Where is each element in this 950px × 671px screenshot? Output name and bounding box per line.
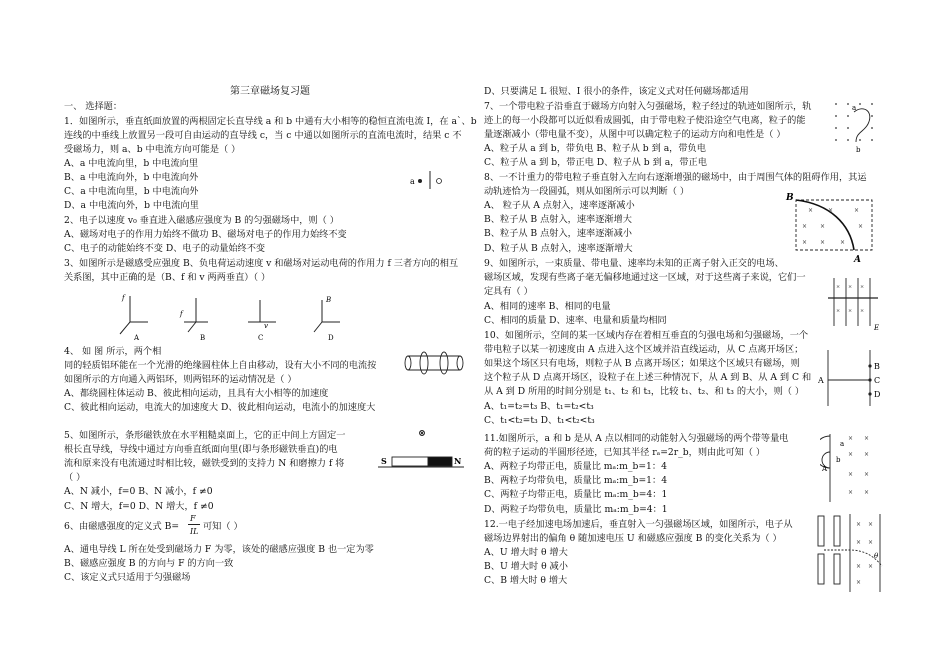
q12-x-4: ×	[868, 539, 874, 546]
q9-x-2: ×	[848, 284, 853, 290]
q4-options-cd: C、彼此相向运动，电流大的加速度大 D、彼此相向运动，电流小的加速度大	[64, 402, 376, 413]
q3-a-label-f: f	[122, 294, 125, 302]
q12-x-2: ×	[868, 521, 874, 528]
q11-x-2: ×	[864, 435, 870, 442]
q5-figure	[378, 428, 466, 476]
q4-cylinder-left-end	[405, 356, 411, 370]
q11-x-8: ×	[864, 489, 870, 496]
q12-x-5: ×	[856, 563, 862, 570]
q8-line-1: 8、一不计重力的带电粒子垂直射入左向右逐渐增强的磁场中，由于周围气体的阻碍作用，其运	[484, 172, 867, 183]
q1-option-b: B、a 中电流向外，b 中电流向外	[64, 172, 199, 183]
q7-line-3: 量逐渐减小（带电量不变），从图中可以确定粒子的运动方向和电性是（ ）	[484, 129, 786, 140]
q9-x-4: ×	[836, 308, 841, 314]
q11-figure	[820, 432, 886, 504]
q10-options-ab: A、t₁=t₂=t₃ B、t₁=t₂<t₃	[484, 401, 594, 412]
q12-plate-2-bottom	[834, 554, 840, 584]
q10-line-2: 带电粒子以某一初速度由 A 点进入这个区域并沿直线运动，从 C 点离开场区；	[484, 344, 804, 355]
q10-figure	[818, 346, 888, 410]
q8-x-5: ×	[820, 223, 826, 230]
q9-line-2: 磁场区域，发现有些离子毫无偏移地通过这一区域，对于这些离子来说，它们一	[484, 272, 806, 283]
section-heading: 一、 选择题：	[64, 101, 123, 112]
q4-ring-right	[440, 352, 448, 374]
q10-label-a: A	[818, 376, 824, 385]
q6-stem-prefix: 6、由磁感强度的定义式 B=	[64, 521, 180, 532]
q6-option-c: C、该定义式只适用于匀强磁场	[64, 572, 191, 583]
q10-point-d	[868, 392, 871, 395]
q1-label-a: a	[410, 177, 415, 186]
q9-x-1: ×	[836, 284, 841, 290]
q5-magnet-south	[392, 457, 428, 466]
q9-x-5: ×	[848, 308, 853, 314]
q11-x-7: ×	[848, 489, 854, 496]
q12-plate-2-top	[834, 516, 840, 546]
q5-options-ab: A、N 减小，f=0 B、N 减小，f ≠0	[64, 486, 213, 497]
q7-options-ab: A、粒子从 a 到 b，带负电 B、粒子从 b 到 a，带负电	[484, 143, 706, 154]
q12-plate-1-top	[818, 516, 824, 546]
q7-label-b: b	[856, 146, 861, 154]
q12-x-7: ×	[856, 579, 862, 586]
q3-label-a: A	[134, 334, 140, 342]
q8-x-1: ×	[808, 207, 814, 214]
q3-a-axis-diag	[120, 322, 130, 334]
q4-options-ab: A、都绕圆柱体运动 B、彼此相向运动，且具有大小相等的加速度	[64, 388, 329, 399]
q5-line-3: 流和原来没有电流通过时相比较，磁铁受到的支持力 N 和磨擦力 f 将	[64, 458, 345, 469]
q11-option-d: D、两粒子均带负电，质量比 mₐ:m_b=4：1	[484, 504, 668, 515]
q3-b-label-f: f	[180, 310, 183, 318]
q6-option-a: A、通电导线 L 所在处受到磁场力 F 为零，该处的磁感应强度 B 也一定为零	[64, 544, 374, 555]
q3-d-axis-diag	[314, 322, 322, 332]
q5-label-s: S	[381, 456, 387, 466]
q11-x-5: ×	[848, 471, 854, 478]
q6-stem-suffix: 可知（ ）	[203, 521, 243, 532]
q11-x-1: ×	[848, 435, 854, 442]
q6-option-b: B、磁感应强度 B 的方向与 F 的方向一致	[64, 558, 234, 569]
q11-option-c: C、两粒子均带正电，质量比 mₐ:m_b=4：1	[484, 489, 668, 500]
q3-label-b: B	[200, 334, 206, 342]
q4-line-3: 如图所示的方向通入两铝环，则两铝环的运动情况是（ ）	[64, 374, 297, 385]
q12-x-6: ×	[868, 563, 874, 570]
q8-x-3: ×	[854, 207, 860, 214]
q2-options-cd: C、电子的动能始终不变 D、电子的动量始终不变	[64, 243, 266, 254]
q6-fraction-denominator: IL	[190, 527, 199, 536]
q3-c-label-v: v	[264, 322, 268, 330]
q9-figure	[828, 276, 884, 332]
q3-figure	[108, 292, 388, 344]
q1-line-2: 连线的中垂线上放置另一段可自由运动的直导线 c，当 c 中通以如图所示的直流电流时，结果 c 不	[64, 130, 462, 141]
q10-label-d: D	[874, 390, 881, 399]
q5-magnet-north	[428, 457, 452, 466]
q1-figure	[408, 170, 444, 190]
q3-line-2: 关系图，其中正确的是（B、f 和 v 两两垂直）（ ）	[64, 272, 271, 283]
q9-options-ab: A、相同的速率 B、相同的电量	[484, 301, 611, 312]
q12-x-1: ×	[856, 521, 862, 528]
q8-x-9: ×	[840, 239, 846, 246]
q12-plate-1-bottom	[818, 554, 824, 584]
q8-x-6: ×	[858, 223, 864, 230]
q11-option-a: A、两粒子均带正电，质量比 mₐ:m_b=1：4	[484, 461, 667, 472]
q11-line-1: 11.如图所示，a 和 b 是从 A 点以相同的动能射入匀强磁场的两个带等量电	[484, 433, 789, 444]
q7-figure	[830, 98, 886, 154]
q9-x-6: ×	[860, 308, 865, 314]
q8-x-2: ×	[828, 207, 834, 214]
q2-options-ab: A、磁场对电子的作用力始终不做功 B、磁场对电子的作用力始终不变	[64, 229, 347, 240]
q9-label-e: E	[874, 324, 880, 332]
q3-label-c: C	[258, 334, 264, 342]
q3-b-axis-diag	[188, 322, 196, 332]
q1-option-d: D、a 中电流向外，b 中电流向里	[64, 200, 199, 211]
q5-line-2: 根长直导线，导线中通过方向垂直纸面向里(即与条形磁铁垂直)的电	[64, 444, 338, 455]
q8-x-8: ×	[820, 239, 826, 246]
q12-option-a: A、U 增大时 θ 增大	[484, 547, 568, 558]
q7-label-a: a	[852, 104, 857, 112]
q8-label-b: B	[786, 193, 794, 203]
q8-x-4: ×	[802, 223, 808, 230]
q4-line-1: 4、 如 图 所示，两个相	[64, 346, 162, 357]
q11-label-a-point: A	[822, 465, 828, 473]
q4-line-2: 同的轻质铝环能在一个光滑的绝缘圆柱体上自由移动，设有大小不同的电流按	[64, 360, 377, 371]
q10-line-3: 如果这个场区只有电场，则粒子从 B 点离开场区；如果这个区域只有磁场，则	[484, 358, 800, 369]
q12-option-c: C、B 增大时 θ 增大	[484, 575, 568, 586]
q8-option-b: B、粒子从 B 点射入，速率逐渐增大	[484, 214, 632, 225]
q5-label-n: N	[454, 456, 462, 466]
q10-line-5: 从 A 到 D 所用的时间分别是 t₁、t₂ 和 t₃，比较 t₁、t₂、和 t₃ 的大小，则（ ）	[484, 386, 805, 397]
page-title: 第三章磁场复习题	[230, 86, 310, 97]
q8-label-a: A	[854, 255, 861, 264]
q11-label-b: b	[836, 456, 841, 464]
q8-option-c: B、粒子从 B 点射入，速率逐渐减小	[484, 228, 632, 239]
q11-x-3: ×	[848, 451, 854, 458]
q7-options-cd: C、粒子从 a 到 b，带正电 D、粒子从 b 到 a，带正电	[484, 157, 707, 168]
q4-cylinder-right-end	[457, 356, 463, 370]
q1-wire-a-dot	[418, 179, 422, 183]
q11-line-2: 荷的粒子运动的半圆形径迹，已知其半径 rₐ=2r_b，则由此可知（ ）	[484, 447, 766, 458]
q6-fraction-bar	[188, 524, 200, 525]
q9-x-3: ×	[860, 284, 865, 290]
q10-point-b	[868, 364, 871, 367]
q7-line-2: 迹上的每一小段都可以近似看成圆弧，由于带电粒子使沿途空气电离，粒子的能	[484, 115, 806, 126]
q3-line-1: 3、如图所示是磁感受应强度 B、负电荷运动速度 v 和磁场对运动电荷的作用力 f 三者方向的相互	[64, 258, 459, 269]
q10-label-c: C	[874, 376, 881, 385]
q11-x-6: ×	[864, 471, 870, 478]
q10-options-cd: C、t₁<t₂=t₃ D、t₁<t₂<t₃	[484, 415, 595, 426]
q12-figure	[812, 512, 888, 594]
q7-trajectory	[854, 109, 870, 142]
q8-figure	[784, 190, 884, 264]
q8-option-a: A、 粒子从 A 点射入，速率逐渐减小	[484, 200, 635, 211]
q11-x-4: ×	[864, 451, 870, 458]
q5-options-cd: C、N 增大，f=0 D、N 增大，f ≠0	[64, 501, 214, 512]
q9-line-1: 9、如图所示，一束质量、带电量、速率均未知的正离子射入正交的电场、	[484, 258, 784, 269]
q11-option-b: B、两粒子均带负电，质量比 mₐ:m_b=1：4	[484, 475, 668, 486]
q10-line-4: 这个粒子从 D 点离开场区，设粒子在上述三种情况下，从 A 到 B、从 A 到 C 和	[484, 372, 812, 383]
q11-label-a: a	[840, 440, 845, 448]
q12-label-theta: θ	[874, 552, 879, 560]
q3-label-d: D	[328, 334, 334, 342]
q2-stem: 2、电子以速度 v₀ 垂直进入磁感应强度为 B 的匀强磁场中，则（ ）	[64, 215, 339, 226]
q1-option-c: C、a 中电流向里，b 中电流向外	[64, 186, 199, 197]
q1-option-a: A、a 中电流向里，b 中电流向里	[64, 158, 199, 169]
q10-point-c	[868, 378, 871, 381]
q7-line-1: 7、一个带电粒子沿垂直于磁场方向射入匀强磁场，粒子经过的轨迹如图所示，轨	[484, 101, 812, 112]
q10-line-1: 10、如图所示，空间的某一区域内存在着相互垂直的匀强电场和匀强磁场，一个	[484, 330, 809, 341]
q1-line-3: 受磁场力，则 a、b 中电流方向可能是（ ）	[64, 144, 241, 155]
q8-line-2: 动轨迹恰为一段圆弧，则从如图所示可以判断（ ）	[484, 186, 690, 197]
q10-label-b: B	[874, 362, 880, 371]
q8-option-d: D、粒子从 B 点射入，速率逐渐增大	[484, 243, 633, 254]
q12-option-b: B、U 增大时 θ 减小	[484, 561, 568, 572]
q12-line-2: 磁场边界射出的偏角 θ 随加速电压 U 和磁感应强度 B 的变化关系为（ ）	[484, 533, 782, 544]
q5-line-4: （ ）	[64, 472, 86, 483]
q6-option-d: D、只要满足 L 很短、I 很小的条件，该定义式对任何磁场都适用	[484, 86, 749, 97]
q8-x-7: ×	[802, 239, 808, 246]
q4-figure	[404, 350, 464, 376]
q12-line-1: 12.一电子经加速电场加速后，垂直射入一匀强磁场区域，如图所示，电子从	[484, 519, 793, 530]
q9-options-cd: C、相同的质量 D、速率、电量和质量均相同	[484, 315, 667, 326]
q4-ring-left	[420, 352, 428, 374]
q1-wire-b-circle	[437, 179, 442, 184]
q5-line-1: 5、如图所示，条形磁铁放在水平粗糙桌面上，它的正中间上方固定一	[64, 430, 346, 441]
q6-fraction-numerator: F	[190, 514, 196, 523]
q3-d-label-b: B	[326, 296, 332, 304]
q9-line-3: 定具有（ ）	[484, 286, 533, 297]
q1-line-1: 1．如图所示，垂直纸面放置的两根固定长直导线 a 和 b 中通有大小相等的稳恒直流电流 I，在 a`、b	[64, 116, 477, 127]
q12-x-3: ×	[856, 539, 862, 546]
